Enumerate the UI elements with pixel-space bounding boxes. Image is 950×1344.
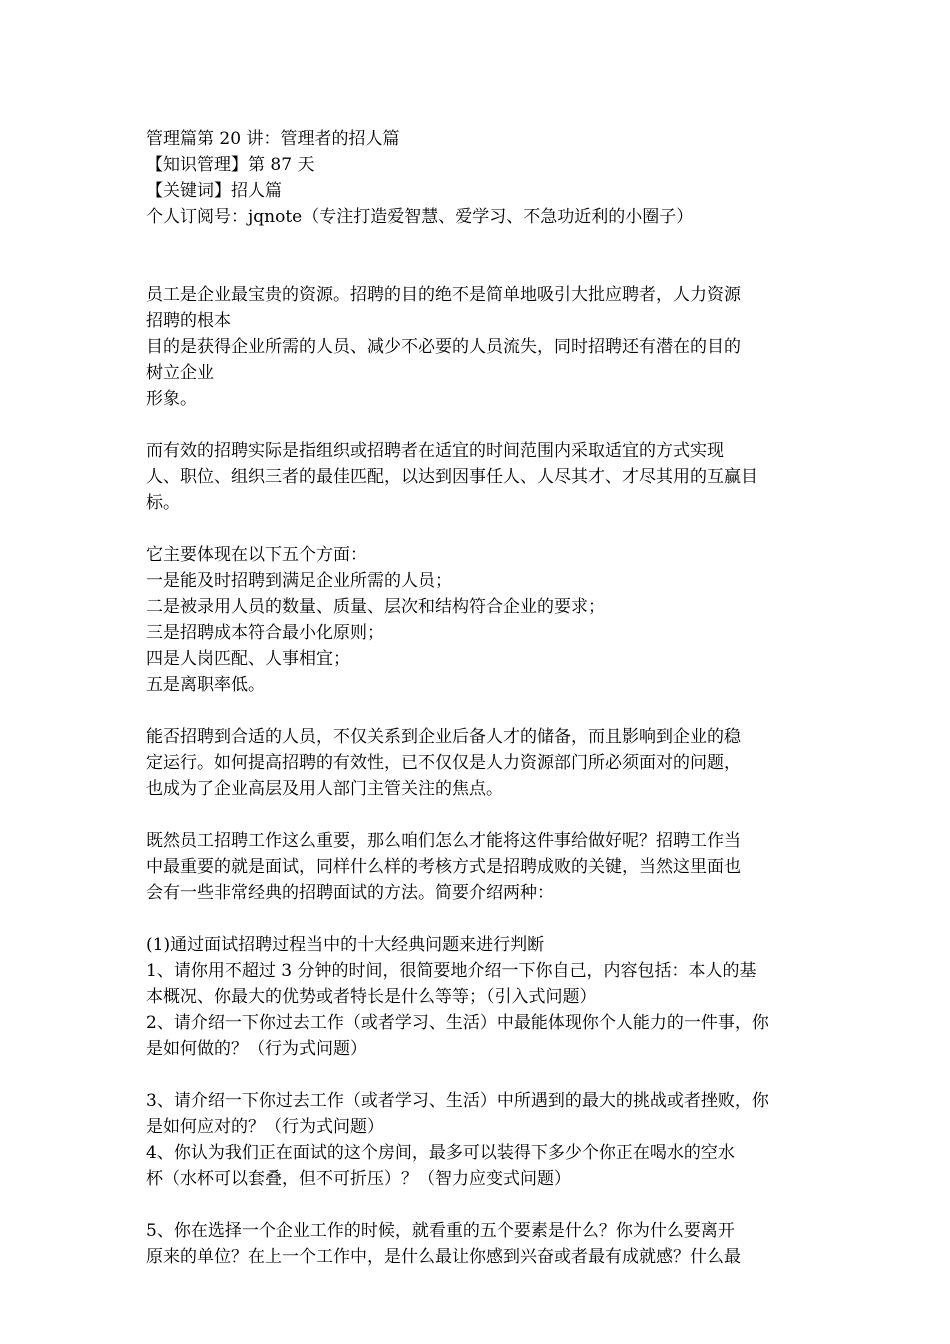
text-line: 它主要体现在以下五个方面： [146,545,367,565]
paragraph-questions-2 [146,1088,811,1192]
text-line: 2、请介绍一下你过去工作（或者学习、生活）中最能体现你个人能力的一件事，你 [146,1013,769,1033]
list-item: 三是招聘成本符合最小化原则； [146,623,384,643]
spacer [146,230,811,282]
list-item: 五是离职率低。 [146,675,265,695]
text-line: 是如何应对的？（行为式问题） [146,1117,384,1137]
paragraph-questions-3 [146,1218,811,1270]
text-line: 既然员工招聘工作这么重要，那么咱们怎么才能将这件事给做好呢？招聘工作当 [146,831,741,851]
text-line: 标。 [146,493,180,513]
text-line: 人、职位、组织三者的最佳匹配，以达到因事任人、人尽其才、才尽其用的互赢目 [146,467,758,487]
spacer [146,412,811,438]
text-line: 原来的单位？在上一个工作中，是什么最让你感到兴奋或者最有成就感？什么最 [146,1247,741,1267]
text-line: 而有效的招聘实际是指组织或招聘者在适宜的时间范围内采取适宜的方式实现 [146,441,724,461]
text-line: 树立企业 [146,363,214,383]
text-line: 也成为了企业高层及用人部门主管关注的焦点。 [146,779,503,799]
text-line: 杯（水杯可以套叠，但不可折压）？（智力应变式问题） [146,1169,571,1189]
paragraph-importance [146,724,811,802]
paragraph-intro [146,282,811,412]
paragraph-five-aspects [146,542,811,698]
spacer [146,698,811,724]
list-item: 一是能及时招聘到满足企业所需的人员； [146,571,452,591]
subscribe-label: 个人订阅号：jqnote（专注打造爱智慧、爱学习、不急功近利的小圈子） [146,207,694,227]
text-line: 定运行。如何提高招聘的有效性，已不仅仅是人力资源部门所必须面对的问题， [146,753,741,773]
text-line: 能否招聘到合适的人员，不仅关系到企业后备人才的储备，而且影响到企业的稳 [146,727,741,747]
text-line: (1)通过面试招聘过程当中的十大经典问题来进行判断 [146,935,545,955]
spacer [146,802,811,828]
series-label: 【知识管理】第 87 天 [146,155,315,175]
paragraph-questions-1 [146,932,811,1062]
spacer [146,906,811,932]
list-item: 二是被录用人员的数量、质量、层次和结构符合企业的要求； [146,597,605,617]
text-line: 1、请你用不超过 3 分钟的时间，很简要地介绍一下你自己，内容包括：本人的基 [146,961,757,981]
text-line: 3、请介绍一下你过去工作（或者学习、生活）中所遇到的最大的挑战或者挫败，你 [146,1091,769,1111]
document-page [146,126,811,1270]
text-line: 员工是企业最宝贵的资源。招聘的目的绝不是简单地吸引大批应聘者，人力资源 [146,285,741,305]
text-line: 本概况、你最大的优势或者特长是什么等等；（引入式问题） [146,987,597,1007]
text-line: 中最重要的就是面试，同样什么样的考核方式是招聘成败的关键，当然这里面也 [146,857,741,877]
spacer [146,516,811,542]
doc-title: 管理篇第 20 讲：管理者的招人篇 [146,129,400,149]
text-line: 5、你在选择一个企业工作的时候，就看重的五个要素是什么？你为什么要离开 [146,1221,735,1241]
spacer [146,1062,811,1088]
text-line: 形象。 [146,389,197,409]
text-line: 会有一些非常经典的招聘面试的方法。简要介绍两种： [146,883,554,903]
keywords-label: 【关键词】招人篇 [146,181,282,201]
text-line: 目的是获得企业所需的人员、减少不必要的人员流失，同时招聘还有潜在的目的 [146,337,741,357]
paragraph-interview [146,828,811,906]
spacer [146,1192,811,1218]
text-line: 是如何做的？（行为式问题） [146,1039,367,1059]
text-line: 招聘的根本 [146,311,231,331]
paragraph-effective-recruiting [146,438,811,516]
list-item: 四是人岗匹配、人事相宜； [146,649,350,669]
text-line: 4、你认为我们正在面试的这个房间，最多可以装得下多少个你正在喝水的空水 [146,1143,735,1163]
